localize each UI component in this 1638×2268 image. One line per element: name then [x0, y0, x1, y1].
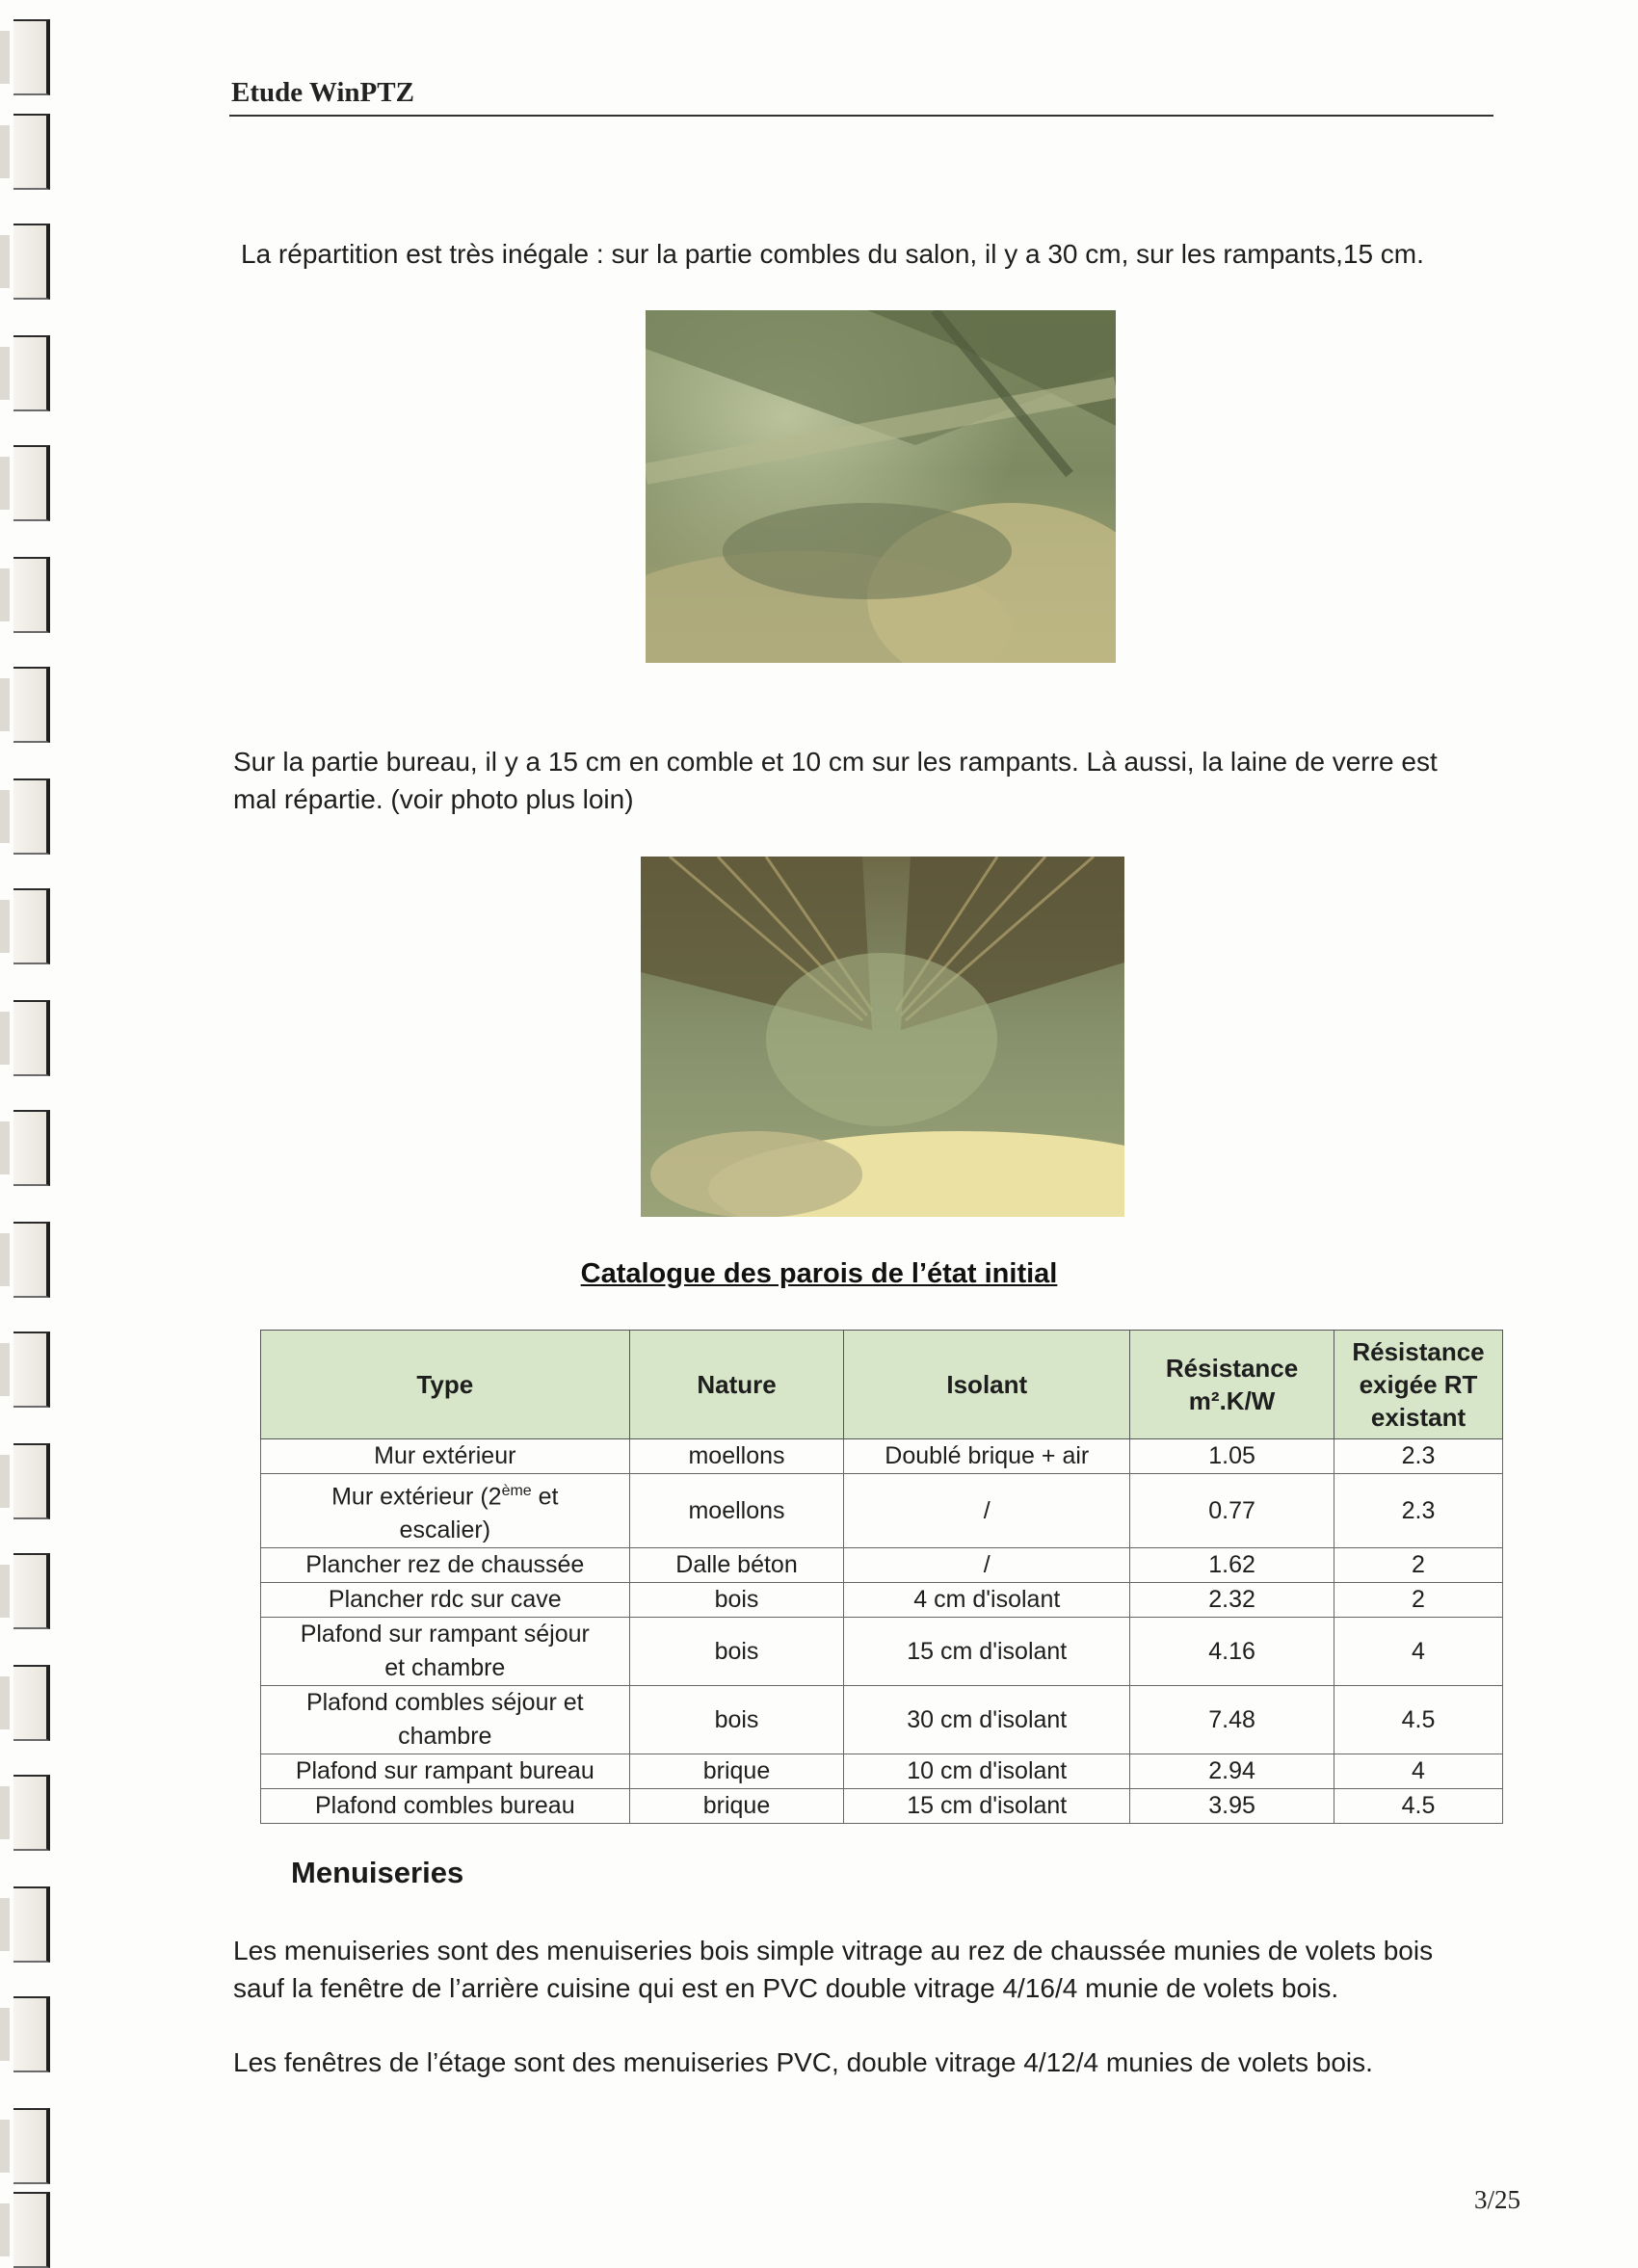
- attic-photo-salon: [646, 310, 1116, 663]
- binding-hole: [13, 1332, 50, 1408]
- cell-type-line2: escalier): [399, 1516, 491, 1544]
- resistance-header-line1: Résistance: [1165, 1354, 1299, 1383]
- required-header-line3: existant: [1370, 1403, 1466, 1432]
- column-header-required-resistance: [1334, 1331, 1503, 1439]
- cell-isolant: Doublé brique + air: [844, 1439, 1130, 1474]
- cell-resistance: 0.77: [1130, 1474, 1334, 1548]
- cell-nature: moellons: [629, 1439, 844, 1474]
- column-header-isolant: Isolant: [844, 1331, 1130, 1439]
- table-row: [261, 1686, 1503, 1754]
- column-header-resistance: [1130, 1331, 1334, 1439]
- cell-type: Plancher rdc sur cave: [261, 1583, 630, 1618]
- resistance-header-line2: m².K/W: [1188, 1386, 1276, 1415]
- cell-type: Mur extérieur: [261, 1439, 630, 1474]
- cell-resistance: 3.95: [1130, 1789, 1334, 1824]
- table-row: [261, 1548, 1503, 1583]
- binding-hole: [13, 19, 50, 95]
- page-number: 3/25: [1474, 2185, 1521, 2214]
- cell-type: Plafond combles bureau: [261, 1789, 630, 1824]
- attic-photo-bureau: [641, 857, 1124, 1217]
- cell-nature: brique: [629, 1789, 844, 1824]
- cell-resistance: 4.16: [1130, 1618, 1334, 1686]
- binding-hole: [13, 778, 50, 855]
- cell-required: 2: [1334, 1548, 1503, 1583]
- cell-type: [261, 1618, 630, 1686]
- cell-type-line1: Plafond sur rampant séjour: [300, 1621, 590, 1648]
- required-header-line2: exigée RT: [1359, 1370, 1478, 1399]
- cell-type: [261, 1474, 630, 1548]
- binding-hole: [13, 1775, 50, 1851]
- menuiseries-paragraph1-line1: Les menuiseries sont des menuiseries bois simple vitrage au rez de chaussée munies de volets bois: [233, 1936, 1434, 1965]
- binding-hole: [13, 1886, 50, 1963]
- table-header-row: [261, 1331, 1503, 1439]
- cell-type-line1-end: et: [531, 1483, 559, 1511]
- binding-hole: [13, 224, 50, 300]
- cell-type-line2: et chambre: [384, 1654, 506, 1682]
- cell-nature: bois: [629, 1618, 844, 1686]
- cell-nature: brique: [629, 1754, 844, 1789]
- cell-resistance: 2.94: [1130, 1754, 1334, 1789]
- table-row: [261, 1789, 1503, 1824]
- binding-holes: [0, 0, 58, 2253]
- cell-required: 4: [1334, 1754, 1503, 1789]
- binding-hole: [13, 667, 50, 743]
- cell-isolant: 15 cm d'isolant: [844, 1618, 1130, 1686]
- cell-required: 4.5: [1334, 1686, 1503, 1754]
- cell-nature: bois: [629, 1583, 844, 1618]
- binding-hole: [13, 445, 50, 521]
- cell-required: 4.5: [1334, 1789, 1503, 1824]
- table-row: [261, 1583, 1503, 1618]
- binding-hole: [13, 335, 50, 411]
- cell-isolant: 30 cm d'isolant: [844, 1686, 1130, 1754]
- binding-hole: [13, 114, 50, 190]
- cell-required: 2.3: [1334, 1474, 1503, 1548]
- cell-type: [261, 1686, 630, 1754]
- cell-resistance: 1.62: [1130, 1548, 1334, 1583]
- cell-type-line1: Mur extérieur (2: [331, 1483, 502, 1511]
- cell-nature: moellons: [629, 1474, 844, 1548]
- cell-type-line1: Plafond combles séjour et: [305, 1689, 584, 1717]
- binding-hole: [13, 1996, 50, 2072]
- cell-isolant: 15 cm d'isolant: [844, 1789, 1130, 1824]
- cell-type-superscript: ème: [501, 1483, 532, 1499]
- binding-hole: [13, 1110, 50, 1186]
- column-header-nature: Nature: [629, 1331, 844, 1439]
- column-header-type: Type: [261, 1331, 630, 1439]
- menuiseries-heading: Menuiseries: [291, 1856, 464, 1889]
- required-header-line1: Résistance: [1352, 1337, 1485, 1366]
- table-row: [261, 1754, 1503, 1789]
- binding-hole: [13, 1665, 50, 1741]
- table-row: [261, 1618, 1503, 1686]
- table-row: [261, 1439, 1503, 1474]
- table-row: [261, 1474, 1503, 1548]
- cell-isolant: 4 cm d'isolant: [844, 1583, 1130, 1618]
- cell-nature: bois: [629, 1686, 844, 1754]
- paragraph-bureau-line2: mal répartie. (voir photo plus loin): [233, 784, 634, 814]
- cell-type: Plancher rez de chaussée: [261, 1548, 630, 1583]
- binding-hole: [13, 888, 50, 964]
- binding-hole: [13, 2108, 50, 2184]
- cell-isolant: /: [844, 1548, 1130, 1583]
- binding-hole: [13, 1000, 50, 1076]
- cell-resistance: 2.32: [1130, 1583, 1334, 1618]
- cell-required: 2: [1334, 1583, 1503, 1618]
- cell-isolant: /: [844, 1474, 1130, 1548]
- paragraph-bureau-line1: Sur la partie bureau, il y a 15 cm en comble et 10 cm sur les rampants. Là aussi, la laine de verre est: [233, 747, 1438, 777]
- catalog-table: [260, 1330, 1503, 1824]
- paragraph-repartition: La répartition est très inégale : sur la partie combles du salon, il y a 30 cm, sur les rampants,15 cm.: [241, 239, 1424, 269]
- binding-hole: [13, 2192, 50, 2268]
- binding-hole: [13, 1443, 50, 1519]
- cell-resistance: 7.48: [1130, 1686, 1334, 1754]
- cell-required: 4: [1334, 1618, 1503, 1686]
- cell-isolant: 10 cm d'isolant: [844, 1754, 1130, 1789]
- document-title: Etude WinPTZ: [231, 77, 414, 108]
- binding-hole: [13, 1553, 50, 1629]
- menuiseries-paragraph2: Les fenêtres de l’étage sont des menuiseries PVC, double vitrage 4/12/4 munies de volets bois.: [233, 2047, 1373, 2077]
- cell-resistance: 1.05: [1130, 1439, 1334, 1474]
- cell-type-line2: chambre: [398, 1723, 492, 1751]
- catalog-title: Catalogue des parois de l’état initial: [580, 1258, 1058, 1289]
- header-divider: [229, 115, 1493, 117]
- menuiseries-paragraph1-line2: sauf la fenêtre de l’arrière cuisine qui est en PVC double vitrage 4/16/4 munie de volets bois.: [233, 1973, 1339, 2003]
- cell-nature: Dalle béton: [629, 1548, 844, 1583]
- binding-hole: [13, 557, 50, 633]
- cell-required: 2.3: [1334, 1439, 1503, 1474]
- cell-type: Plafond sur rampant bureau: [261, 1754, 630, 1789]
